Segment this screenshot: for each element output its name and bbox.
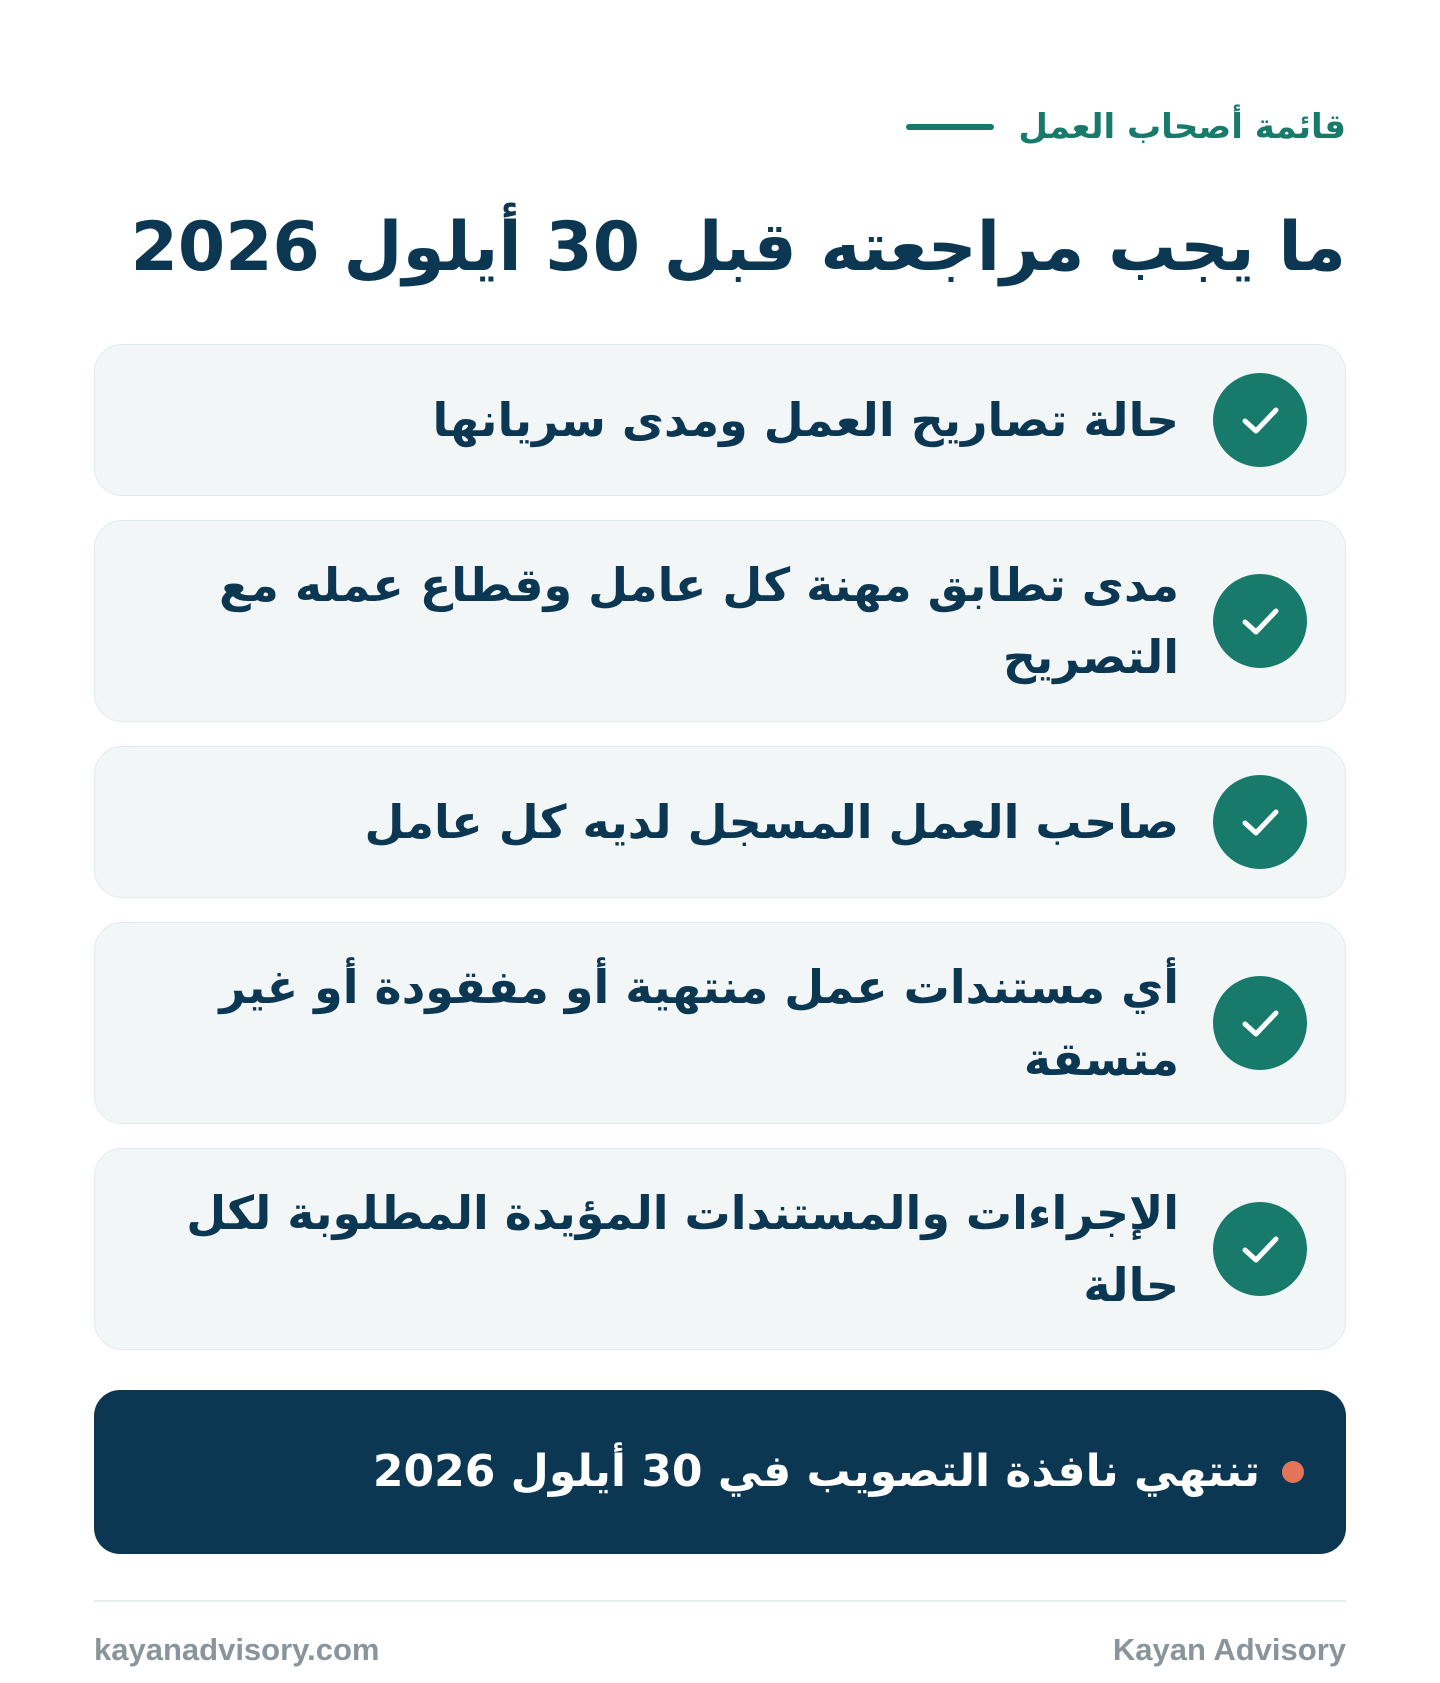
checklist-item-text: صاحب العمل المسجل لديه كل عامل <box>364 795 1179 849</box>
page-title: ما يجب مراجعته قبل 30 أيلول 2026 <box>130 208 1346 287</box>
checklist-item <box>94 1148 1346 1350</box>
checklist-card <box>94 0 1346 1683</box>
deadline-banner <box>94 1390 1346 1554</box>
checklist-item-text: الإجراءات والمستندات المؤيدة المطلوبة لكل حالة <box>186 1186 1179 1312</box>
eyebrow <box>906 102 1346 152</box>
check-icon <box>1213 373 1307 467</box>
check-icon <box>1213 574 1307 668</box>
footer <box>94 1628 1346 1672</box>
footer-brand: Kayan Advisory <box>1112 1632 1346 1667</box>
checklist-item-text: حالة تصاريح العمل ومدى سريانها <box>432 393 1179 447</box>
footer-website: kayanadvisory.com <box>94 1632 380 1667</box>
check-icon <box>1213 976 1307 1070</box>
check-icon <box>1213 775 1307 869</box>
bullet-dot-icon <box>1282 1461 1304 1483</box>
eyebrow-accent-line <box>906 124 994 130</box>
checklist-item <box>94 746 1346 898</box>
checklist-item-text: أي مستندات عمل منتهية أو مفقودة أو غير متسقة <box>219 960 1179 1086</box>
checklist-item-text: مدى تطابق مهنة كل عامل وقطاع عمله مع التصريح <box>218 558 1179 684</box>
eyebrow-label: قائمة أصحاب العمل <box>1018 107 1346 147</box>
footer-divider <box>94 1600 1346 1602</box>
checklist-item <box>94 922 1346 1124</box>
checklist-item <box>94 344 1346 496</box>
deadline-banner-text: تنتهي نافذة التصويب في 30 أيلول 2026 <box>372 1446 1260 1497</box>
check-icon <box>1213 1202 1307 1296</box>
checklist-item <box>94 520 1346 722</box>
